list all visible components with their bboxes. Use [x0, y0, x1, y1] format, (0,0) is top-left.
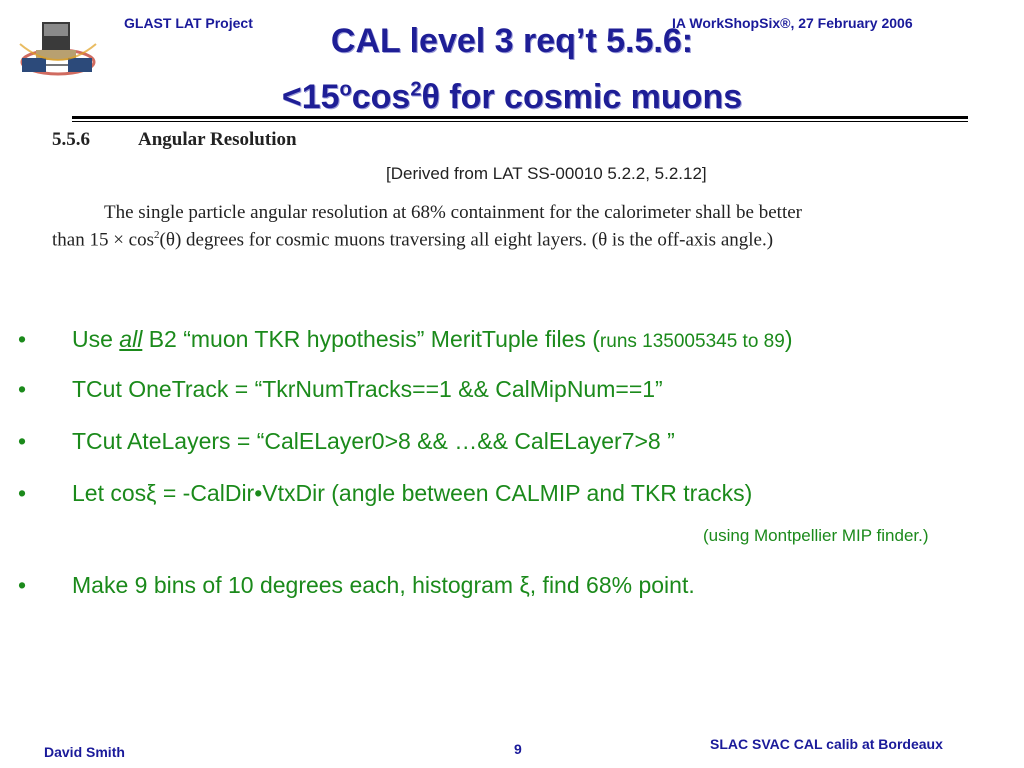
bullet-item-atelayers: • TCut AteLayers = “CalELayer0>8 && …&& CalELayer7>8 ” — [18, 428, 675, 454]
footer-session: SLAC SVAC CAL calib at Bordeaux — [710, 736, 943, 752]
requirement-number: 5.5.6 — [52, 129, 90, 150]
bullet-note-mip-finder: (using Montpellier MIP finder.) — [703, 526, 929, 545]
slide-title-line1: CAL level 3 req’t 5.5.6: — [330, 22, 694, 60]
footer-page-number: 9 — [514, 741, 522, 757]
bullet-item-histogram: • Make 9 bins of 10 degrees each, histogram ξ, find 68% point. — [18, 572, 695, 598]
bullet-item-onetrack: • TCut OneTrack = “TkrNumTracks==1 && CalMipNum==1” — [18, 376, 663, 402]
bullet-marker: • — [18, 480, 27, 506]
bullet-marker: • — [18, 326, 27, 352]
title-rule-thick — [72, 116, 968, 119]
slide-title-line2: $<15^o\cos^2\theta$ for cosmic muons — [281, 78, 743, 116]
requirement-text-line2: than $15 \times \cos^2(\theta)$ degrees for cosmic muons traversing all eight layers. (θ is the off-axis angle.) — [52, 229, 774, 251]
header-event-label: IA WorkShopSix®, 27 February 2006 — [672, 15, 913, 31]
bullet-item-files: • Use all B2 “muon TKR hypothesis” MeritTuple files (runs 135005345 to 89) — [18, 326, 793, 352]
bullet-item-cosxi: • Let cosξ = -CalDir•VtxDir (angle between CALMIP and TKR tracks) — [18, 480, 753, 506]
requirement-derived-from: [Derived from LAT SS-00010 5.2.2, 5.2.12] — [386, 164, 707, 183]
requirement-heading: Angular Resolution — [138, 129, 297, 150]
footer-author: David Smith — [44, 744, 125, 760]
bullet-marker: • — [18, 428, 27, 454]
title-rule-thin — [72, 121, 968, 122]
bullet-marker: • — [18, 572, 27, 598]
requirement-text-line1: The single particle angular resolution at 68% containment for the calorimeter shall be better — [104, 202, 802, 223]
header-project-label: GLAST LAT Project — [124, 15, 253, 31]
bullet-marker: • — [18, 376, 27, 402]
